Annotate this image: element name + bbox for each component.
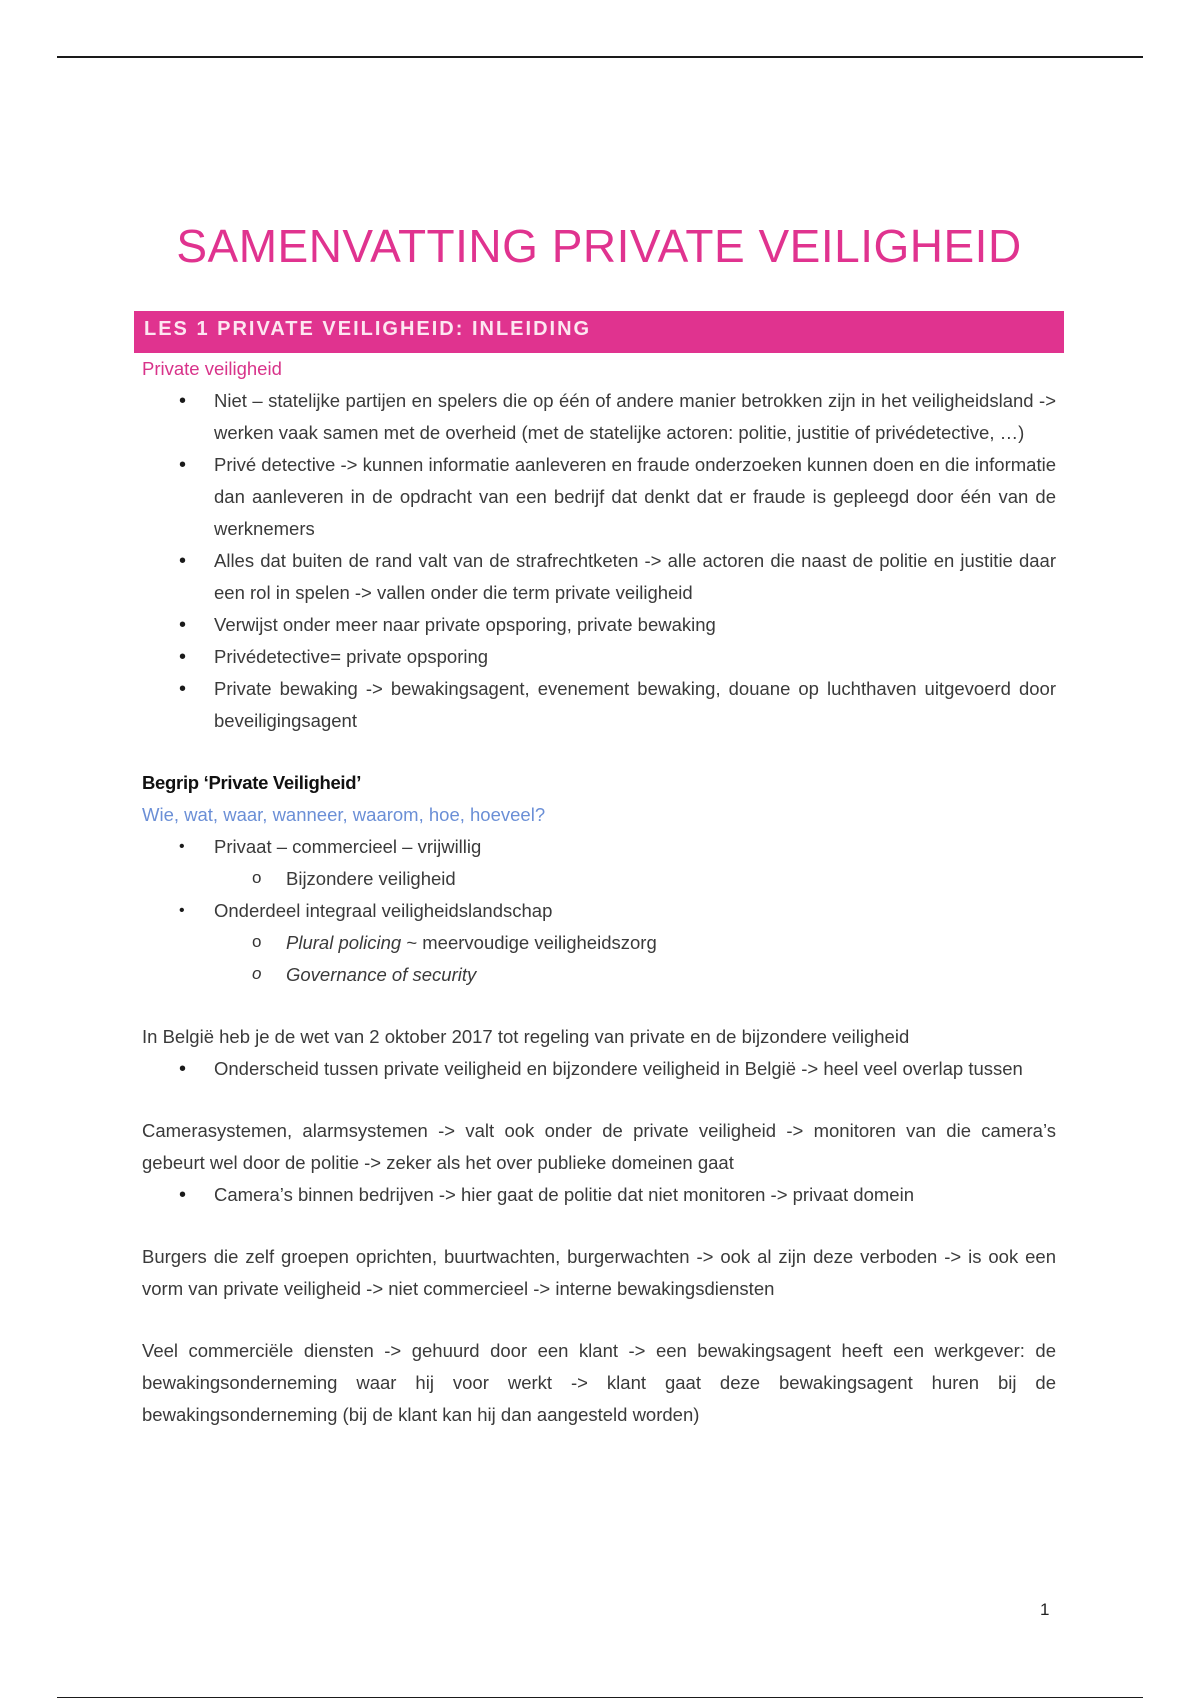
page-number: 1 [1040, 1600, 1050, 1619]
subheading-begrip: Begrip ‘Private Veiligheid’ [142, 772, 362, 793]
bullet-list-camerasystemen [142, 1179, 1056, 1211]
list-item: • Verwijst onder meer naar private opsporing, private bewaking [142, 609, 1056, 641]
bullet-list-private-veiligheid [142, 385, 1056, 737]
spacer [142, 991, 1056, 1021]
section-heading-bar: LES 1 PRIVATE VEILIGHEID: INLEIDING [134, 311, 1064, 353]
bullet-list-begrip [142, 831, 1056, 991]
list-item-text: Onderdeel integraal veiligheidslandschap [214, 900, 553, 921]
list-item: • Privé detective -> kunnen informatie aanleveren en fraude onderzoeken kunnen doen en die informatie dan aanleveren in de opdracht van een bedrijf dat denkt dat er fraude is gepleegd door één van de werknemers [142, 449, 1056, 545]
list-item-text: Privaat – commercieel – vrijwillig [214, 836, 482, 857]
list-item: • Alles dat buiten de rand valt van de strafrechtketen -> alle actoren die naast de politie en justitie daar een rol in spelen -> vallen onder die term private veiligheid [142, 545, 1056, 609]
sub-list-item-text: ~ meervoudige veiligheidszorg [401, 932, 657, 953]
sub-list-item [142, 927, 1056, 959]
spacer [142, 1305, 1056, 1335]
spacer [142, 1211, 1056, 1241]
top-rule [57, 56, 1143, 58]
paragraph-wet: In België heb je de wet van 2 oktober 2017 tot regeling van private en de bijzondere veiligheid [142, 1026, 910, 1047]
document-title: SAMENVATTING PRIVATE VEILIGHEID [176, 220, 1022, 272]
bullet-list-wet [142, 1053, 1056, 1085]
list-item [142, 895, 1056, 991]
list-item: • Onderscheid tussen private veiligheid en bijzondere veiligheid in België -> heel veel overlap tussen [142, 1053, 1056, 1085]
italic-term: Plural policing [286, 932, 402, 953]
paragraph-camerasystemen: Camerasystemen, alarmsystemen -> valt ook onder de private veiligheid -> monitoren van die camera’s gebeurt wel door de politie -> zeker als het over publieke domeinen gaat [142, 1120, 1056, 1173]
document-body [142, 353, 1056, 1431]
spacer [142, 737, 1056, 767]
list-item: • Camera’s binnen bedrijven -> hier gaat de politie dat niet monitoren -> privaat domein [142, 1179, 1056, 1211]
list-item: • Privédetective= private opsporing [142, 641, 1056, 673]
list-item: • Niet – statelijke partijen en spelers die op één of andere manier betrokken zijn in het veiligheidsland -> werken vaak samen met de overheid (met de statelijke actoren: politie, justitie of privédetective, …) [142, 385, 1056, 449]
sub-list [142, 863, 1056, 895]
list-item [142, 831, 1056, 895]
sub-list-item: o Governance of security [142, 959, 1056, 991]
paragraph-commerciele-diensten: Veel commerciële diensten -> gehuurd door een klant -> een bewakingsagent heeft een werkgever: de bewakingsonderneming waar hij voor werkt -> klant gaat deze bewakingsagent huren bij de bewakingsonderneming (bij de klant kan hij dan aangesteld worden) [142, 1340, 1056, 1425]
list-item: • Private bewaking -> bewakingsagent, evenement bewaking, douane op luchthaven uitgevoerd door beveiligingsagent [142, 673, 1056, 737]
sub-list [142, 927, 1056, 991]
spacer [142, 1085, 1056, 1115]
bottom-rule [57, 1697, 1143, 1698]
paragraph-burgers: Burgers die zelf groepen oprichten, buurtwachten, burgerwachten -> ook al zijn deze verboden -> is ook een vorm van private veiligheid -> niet commercieel -> interne bewakingsdiensten [142, 1246, 1056, 1299]
subheading-questions: Wie, wat, waar, wanneer, waarom, hoe, hoeveel? [142, 804, 546, 825]
subheading-private-veiligheid: Private veiligheid [142, 358, 282, 379]
sub-list-item: o Bijzondere veiligheid [142, 863, 1056, 895]
